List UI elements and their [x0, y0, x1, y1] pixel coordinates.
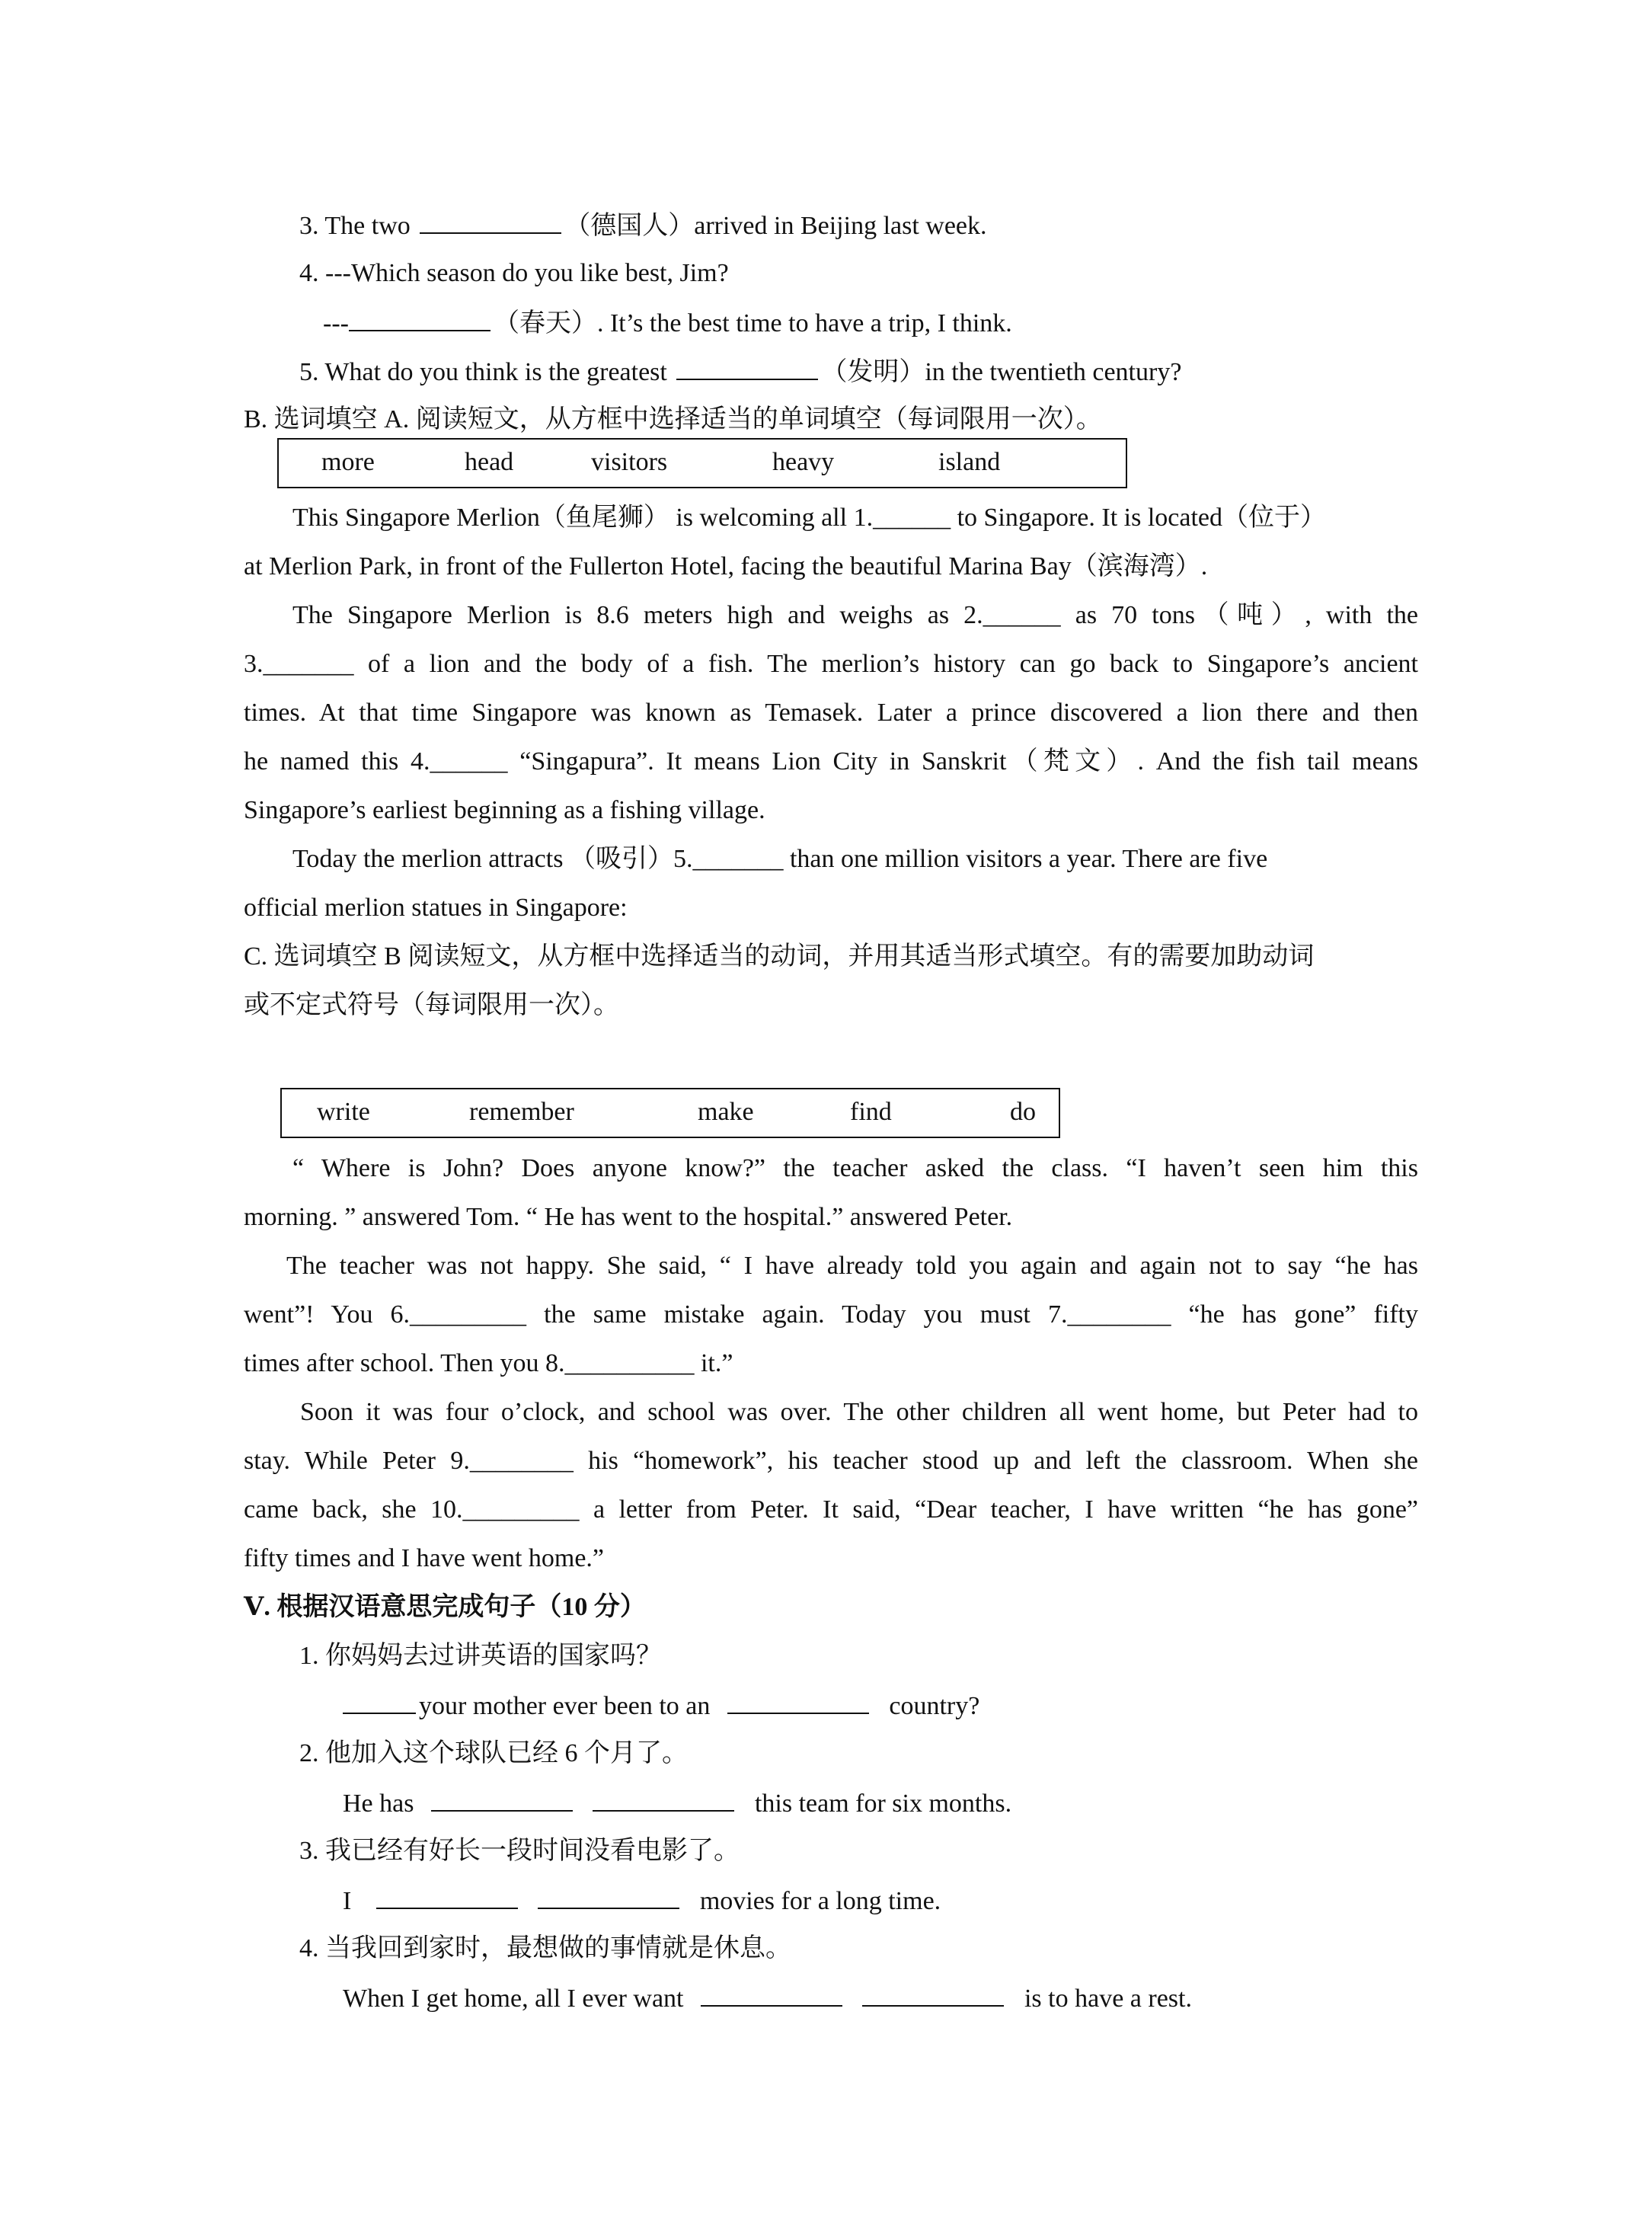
english-text: He has [343, 1789, 414, 1818]
passage-c-line: Soon it was four o’clock, and school was over. The other children all went home, but Peter had to [300, 1398, 1418, 1426]
answer-blank[interactable] [349, 307, 490, 331]
hint: （发明） [821, 358, 925, 386]
passage-c-line: The teacher was not happy. She said, “ I have already told you again and again not to say “he has [286, 1252, 1418, 1280]
answer-blank[interactable] [431, 1787, 573, 1812]
item-number: 4. [299, 259, 319, 287]
hint: （春天） [493, 309, 597, 337]
item-number: 3. [299, 212, 319, 240]
section-v-heading: Ⅴ. 根据汉语意思完成句子（10 分） [244, 1593, 646, 1621]
word-option: island [938, 448, 1001, 476]
word-option: find [850, 1098, 892, 1126]
item-4-answer [323, 307, 1012, 339]
answer-blank[interactable] [862, 1982, 1004, 2007]
word-option: visitors [591, 448, 668, 476]
translation-item-3-en [343, 1885, 941, 1917]
word-option: remember [469, 1098, 574, 1126]
item-number: 2. [299, 1739, 319, 1767]
passage-c-line: morning. ” answered Tom. “ He has went to the hospital.” answered Peter. [244, 1203, 1013, 1231]
passage-b-line: times. At that time Singapore was known as Temasek. Later a prince discovered a lion there and then [244, 699, 1418, 727]
answer-blank[interactable] [727, 1690, 869, 1714]
item-number: 1. [299, 1642, 319, 1670]
item-3 [299, 209, 987, 241]
translation-item-4-en [343, 1982, 1192, 2014]
passage-b-line: Singapore’s earliest beginning as a fishing village. [244, 796, 765, 824]
item-text: ---Which season do you like best, Jim? [325, 259, 729, 287]
hint: （德国人） [564, 212, 695, 240]
passage-b-line: 3._______ of a lion and the body of a fish. The merlion’s history can go back to Singapore’s ancient [244, 650, 1418, 678]
answer-blank[interactable] [343, 1690, 416, 1714]
passage-c-line: “ Where is John? Does anyone know?” the teacher asked the class. “I haven’t seen him this [292, 1154, 1418, 1182]
item-5 [299, 356, 1181, 388]
translation-item-2-cn [299, 1738, 688, 1769]
translation-item-1-en [343, 1690, 979, 1722]
item-text: in the twentieth century? [925, 358, 1182, 386]
answer-blank[interactable] [701, 1982, 842, 2007]
chinese-prompt: 他加入这个球队已经 6 个月了。 [325, 1739, 688, 1767]
chinese-prompt: 我已经有好长一段时间没看电影了。 [325, 1837, 740, 1865]
english-text: movies for a long time. [699, 1887, 941, 1915]
english-text: country? [889, 1692, 980, 1720]
chinese-prompt: 当我回到家时，最想做的事情就是休息。 [325, 1934, 791, 1962]
translation-item-2-en [343, 1787, 1011, 1819]
item-number: 4. [299, 1934, 319, 1962]
item-text: The two [324, 212, 411, 240]
passage-c-line: came back, she 10._________ a letter from Peter. It said, “Dear teacher, I have written “he has gone” [244, 1495, 1418, 1524]
passage-c-line: fifty times and I have went home.” [244, 1544, 605, 1572]
item-text: arrived in Beijing last week. [694, 212, 987, 240]
word-option: make [698, 1098, 754, 1126]
passage-c-line: times after school. Then you 8.__________ it.” [244, 1349, 733, 1377]
item-number: 5. [299, 358, 319, 386]
word-box-c [280, 1088, 1060, 1138]
translation-item-1-cn [299, 1641, 662, 1671]
word-option: more [321, 448, 375, 476]
passage-c-line: went”! You 6._________ the same mistake again. Today you must 7.________ “he has gone” fifty [244, 1300, 1418, 1329]
item-4-question [299, 258, 729, 289]
word-option: write [317, 1098, 370, 1126]
english-text: your mother ever been to an [419, 1692, 711, 1720]
section-c-heading: C. 选词填空 B 阅读短文，从方框中选择适当的动词，并用其适当形式填空。有的需要加助动词 [244, 942, 1315, 971]
passage-b-line: he named this 4.______ “Singapura”. It means Lion City in Sanskrit（梵文）. And the fish tail means [244, 747, 1418, 776]
section-c-heading-cont: 或不定式符号（每词限用一次）。 [244, 991, 619, 1019]
answer-blank[interactable] [538, 1885, 679, 1909]
passage-b-line: The Singapore Merlion is 8.6 meters high and weighs as 2.______ as 70 tons（吨）, with the [292, 601, 1418, 629]
translation-item-3-cn [299, 1836, 740, 1866]
english-text: When I get home, all I ever want [343, 1985, 684, 2013]
passage-b-line: Today the merlion attracts （吸引）5._______ than one million visitors a year. There are five [292, 845, 1268, 873]
word-option: heavy [772, 448, 835, 476]
chinese-prompt: 你妈妈去过讲英语的国家吗？ [325, 1642, 662, 1670]
passage-c-line: stay. While Peter 9.________ his “homework”, his teacher stood up and left the classroom. When she [244, 1447, 1418, 1475]
answer-blank[interactable] [376, 1885, 518, 1909]
english-text: is to have a rest. [1024, 1985, 1192, 2013]
item-text: What do you think is the greatest [324, 358, 667, 386]
passage-b-line: This Singapore Merlion（鱼尾狮） is welcoming all 1.______ to Singapore. It is located（位于） [292, 504, 1326, 532]
answer-blank[interactable] [676, 356, 818, 380]
item-text: . It’s the best time to have a trip, I think. [596, 309, 1012, 337]
dash-prefix: --- [323, 309, 349, 337]
word-box-b [277, 438, 1127, 488]
word-option: head [465, 448, 514, 476]
word-option: do [1010, 1098, 1036, 1126]
answer-blank[interactable] [420, 209, 561, 234]
passage-b-line: at Merlion Park, in front of the Fullerton Hotel, facing the beautiful Marina Bay（滨海湾）. [244, 552, 1208, 580]
english-text: this team for six months. [754, 1789, 1012, 1818]
passage-b-line: official merlion statues in Singapore: [244, 894, 628, 922]
translation-item-4-cn [299, 1933, 791, 1964]
answer-blank[interactable] [593, 1787, 734, 1812]
section-b-heading: B. 选词填空 A. 阅读短文，从方框中选择适当的单词填空（每词限用一次）。 [244, 405, 1102, 433]
english-text: I [343, 1887, 352, 1915]
item-number: 3. [299, 1837, 319, 1865]
